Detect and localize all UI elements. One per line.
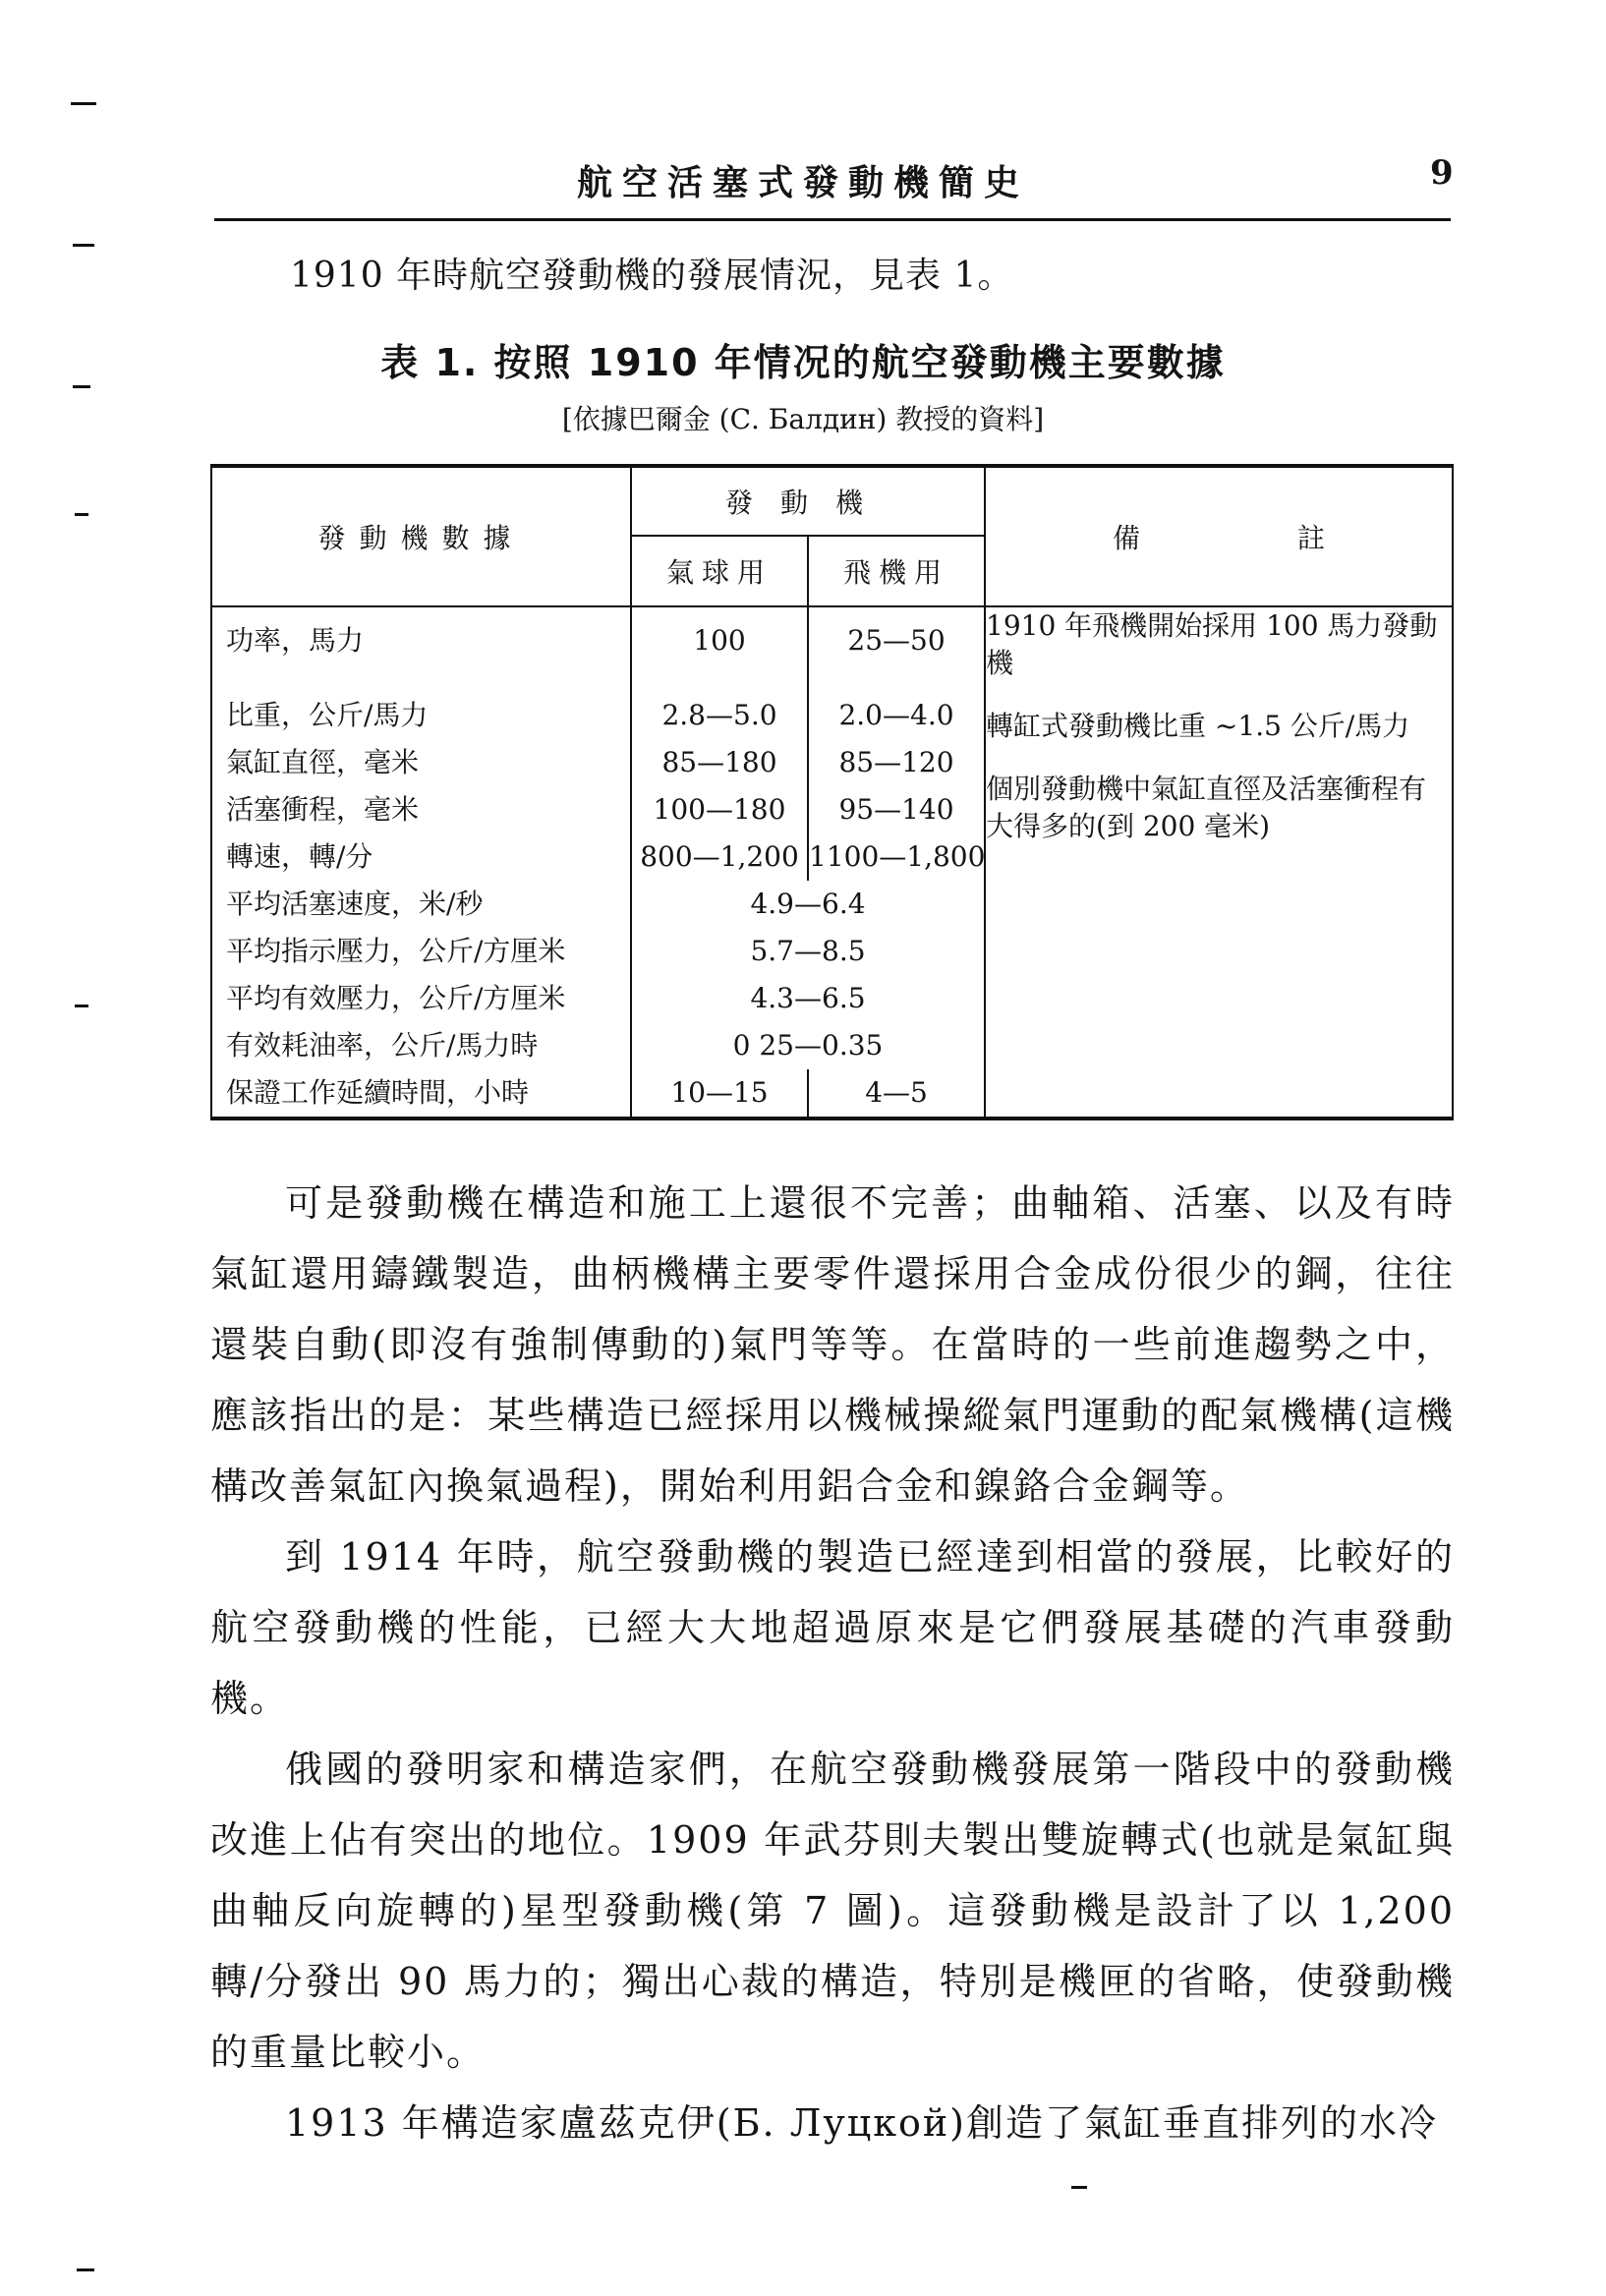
remark-item: 轉缸式發動機比重 ~1.5 公斤/馬力 — [986, 710, 1410, 742]
header-balloon: 氣球用 — [631, 536, 808, 606]
row-param: 保證工作延續時間，小時 — [211, 1069, 631, 1119]
row-airplane: 4—5 — [865, 1076, 928, 1109]
table-row — [211, 607, 1453, 664]
page-number: 9 — [1430, 153, 1454, 193]
remarks-cell — [985, 607, 1453, 1119]
paragraph: 1913 年構造家盧茲克伊(Б. Луцкой)創造了氣缸垂直排列的水冷 — [285, 2101, 1438, 2145]
row-combined: 0 25—0.35 — [732, 1029, 884, 1062]
row-param: 功率，馬力 — [211, 607, 631, 664]
scan-mark — [75, 1004, 88, 1007]
header-rule — [214, 218, 1451, 221]
header-remarks — [985, 466, 1453, 606]
row-param: 氣缸直徑，毫米 — [211, 739, 631, 786]
header-airplane: 飛機用 — [843, 556, 950, 589]
scan-mark — [75, 513, 88, 516]
row-balloon: 2.8—5.0 — [631, 692, 808, 739]
engine-data-table — [210, 464, 1454, 1120]
scan-mark — [71, 102, 96, 105]
row-airplane: 95—140 — [838, 793, 954, 826]
table-source: [依據巴爾金 (С. Балдин) 教授的資料] — [561, 403, 1045, 435]
scan-mark — [77, 2268, 94, 2271]
row-combined: 5.7—8.5 — [750, 935, 866, 967]
table-caption: 表 1. 按照 1910 年情况的航空發動機主要數據 — [380, 341, 1226, 384]
running-header: 航空活塞式發動機簡史 — [576, 162, 1029, 203]
header-remarks-2: 註 — [1297, 522, 1326, 554]
row-airplane: 25—50 — [847, 624, 946, 657]
row-balloon: 10—15 — [631, 1069, 808, 1119]
header-params: 發動機數據 — [211, 466, 631, 606]
row-param: 平均活塞速度，米/秒 — [211, 881, 631, 928]
scan-mark — [73, 244, 94, 247]
remark-item: 個別發動機中氣缸直徑及活塞衝程有大得多的(到 200 毫米) — [986, 773, 1427, 842]
paragraph: 俄國的發明家和構造家們，在航空發動機發展第一階段中的發動機改進上佔有突出的地位。1909 年武芬則夫製出雙旋轉式(也就是氣缸與曲軸反向旋轉的)星型發動機(第 7 圖)。這發動機是設計了以 1,200 轉/分發出 90 馬力的；獨出心裁的構造，特別是機匣的省略，使發動機的重量比較小。 — [210, 1748, 1455, 2074]
row-combined: 4.3—6.5 — [750, 982, 866, 1014]
remark-item: 1910 年飛機開始採用 100 馬力發動機 — [986, 609, 1438, 679]
row-airplane: 1100—1,800 — [809, 840, 986, 873]
row-param: 比重，公斤/馬力 — [211, 692, 631, 739]
row-param: 平均有效壓力，公斤/方厘米 — [211, 975, 631, 1022]
header-engine: 發動機 — [631, 466, 985, 536]
row-airplane: 85—120 — [838, 746, 954, 778]
row-balloon: 100 — [631, 607, 808, 664]
row-balloon: 100—180 — [631, 786, 808, 833]
paragraph: 可是發動機在構造和施工上還很不完善；曲軸箱、活塞、以及有時氣缸還用鑄鐵製造，曲柄機構主要零件還採用合金成份很少的鋼，往往還裝自動(即沒有強制傳動的)氣門等等。在當時的一些前進趨勢之中，應該指出的是：某些構造已經採用以機械操縱氣門運動的配氣機構(這機構改善氣缸內換氣過程)，開始利用鋁合金和鎳鉻合金鋼等。 — [210, 1181, 1455, 1508]
row-airplane: 2.0—4.0 — [838, 699, 954, 731]
row-balloon: 85—180 — [631, 739, 808, 786]
row-balloon: 800—1,200 — [631, 833, 808, 881]
row-param: 轉速，轉/分 — [211, 833, 631, 881]
row-combined: 4.9—6.4 — [750, 888, 866, 920]
row-param: 活塞衝程，毫米 — [211, 786, 631, 833]
intro-sentence: 1910 年時航空發動機的發展情況，見表 1。 — [290, 256, 1014, 296]
body-text — [210, 1168, 1455, 2158]
row-param: 有效耗油率，公斤/馬力時 — [211, 1022, 631, 1069]
row-param: 平均指示壓力，公斤/方厘米 — [211, 928, 631, 975]
scan-mark — [1071, 2186, 1087, 2189]
header-remarks-1: 備 — [1113, 522, 1141, 554]
paragraph: 到 1914 年時，航空發動機的製造已經達到相當的發展，比較好的航空發動機的性能，已經大大地超過原來是它們發展基礎的汽車發動機。 — [210, 1535, 1455, 1720]
